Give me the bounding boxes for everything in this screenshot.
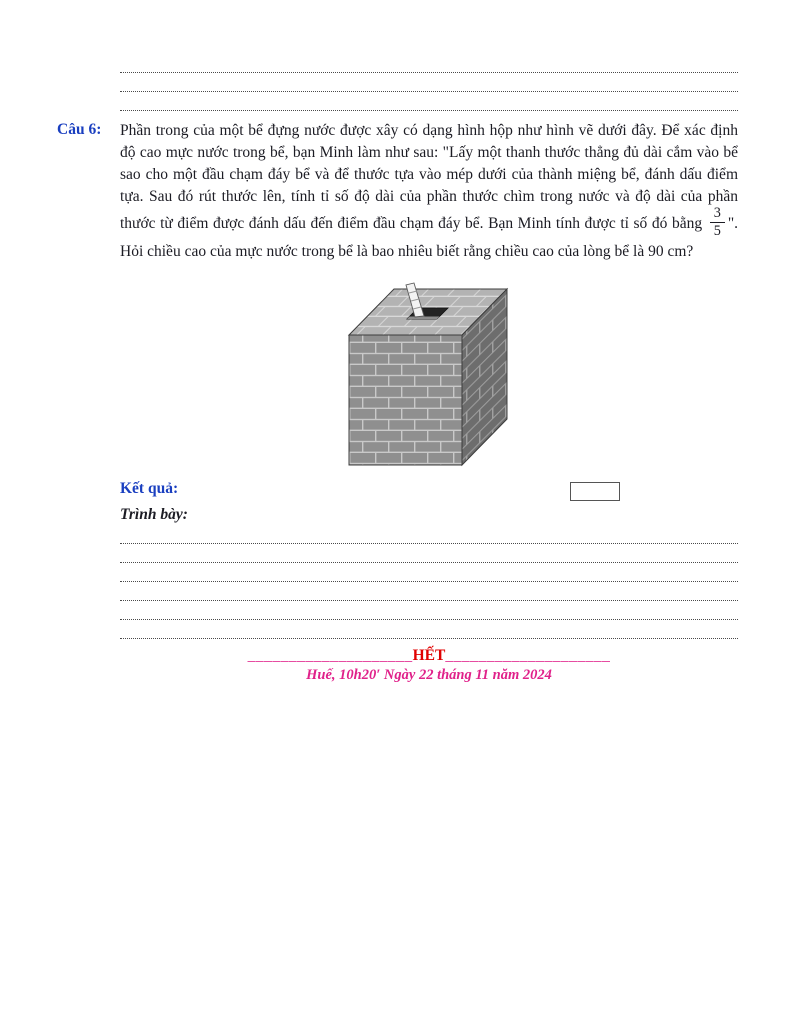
end-of-test-rule — [120, 647, 738, 665]
dotted-answer-line — [120, 547, 738, 563]
tank-opening-inner-wall — [407, 316, 440, 319]
question-text-before: Phần trong của một bể đựng nước được xây có dạng hình hộp như hình vẽ dưới đây. Để xác định độ cao mực nước trong bể, bạn Minh làm như sau: "Lấy một thanh thước thẳng đủ dài cắm vào bể sao cho một đầu chạm đáy bể và để thước tựa vào mép dưới của thành miệng bể, đánh dấu điểm tựa. Sau đó rút thước lên, tính tỉ số độ dài của phần thước chìm trong nước và độ dài của phần thước từ điểm được đánh dấu đến điểm đầu chạm đáy bể. Bạn Minh tính được tỉ số đó bằng — [120, 122, 738, 233]
dotted-answer-line — [120, 528, 738, 544]
brick-water-tank-with-ruler-icon — [346, 275, 512, 471]
dotted-answer-line — [120, 76, 738, 92]
end-rule-left: ____________________ — [247, 646, 413, 664]
answer-box — [570, 482, 620, 501]
end-label: HẾT — [412, 646, 446, 664]
question-label: Câu 6: — [57, 121, 102, 138]
dotted-answer-line — [120, 566, 738, 582]
dotted-answer-line — [120, 95, 738, 111]
question-text — [120, 120, 738, 263]
dotted-answer-line — [120, 57, 738, 73]
presentation-label: Trình bày: — [120, 505, 188, 523]
date-place-line: Huế, 10h20′ Ngày 22 tháng 11 năm 2024 — [306, 666, 552, 683]
end-rule-right: ____________________ — [445, 646, 611, 664]
question-text-after: ". Hỏi chiều cao của mực nước trong bể là bao nhiêu biết rằng chiều cao của lòng bể là 90 cm? — [120, 215, 739, 260]
fraction-three-fifths — [710, 206, 725, 239]
fraction-numerator: 3 — [710, 206, 725, 223]
fraction-denominator: 5 — [713, 222, 721, 239]
result-label: Kết quả: — [120, 479, 179, 497]
result-row — [120, 480, 738, 504]
dotted-answer-line — [120, 585, 738, 601]
dotted-answer-line — [120, 623, 738, 639]
dotted-answer-line — [120, 604, 738, 620]
question-6 — [57, 120, 739, 263]
tank-figure — [346, 275, 512, 476]
content-column — [57, 57, 739, 684]
tank-front-face — [349, 335, 462, 465]
